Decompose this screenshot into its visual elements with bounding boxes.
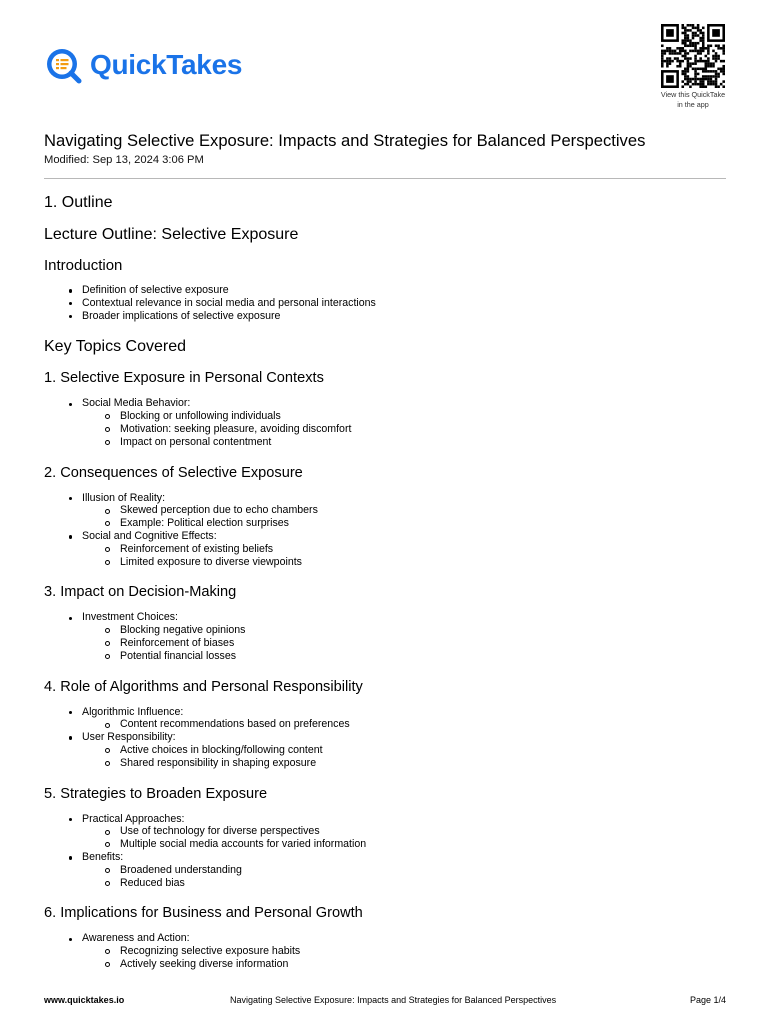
qr-code-icon <box>659 24 727 88</box>
sub-list-item: Blocking negative opinions <box>82 624 734 637</box>
list-item <box>44 813 734 851</box>
sub-list <box>82 543 734 569</box>
list-item: Contextual relevance in social media and personal interactions <box>44 297 734 310</box>
section-list <box>44 611 734 662</box>
page-footer <box>44 994 726 1008</box>
qr-code[interactable] <box>659 24 727 88</box>
intro-heading: Introduction <box>44 257 123 274</box>
section-list <box>44 932 734 970</box>
sub-list <box>82 825 734 851</box>
group-label: Social Media Behavior: <box>82 397 191 410</box>
sub-list <box>82 504 734 530</box>
section-list <box>44 397 734 448</box>
list-item: Broader implications of selective exposure <box>44 310 734 323</box>
page-number: Page 1/4 <box>689 995 726 1005</box>
intro-list <box>44 284 734 322</box>
qr-caption-line1: View this QuickTake <box>660 90 726 99</box>
document-title: Navigating Selective Exposure: Impacts and Strategies for Balanced Perspectives <box>44 131 646 150</box>
section-heading: 2. Consequences of Selective Exposure <box>44 464 303 481</box>
group-label: Practical Approaches: <box>82 812 185 825</box>
group-label: Social and Cognitive Effects: <box>82 529 217 542</box>
group-label: Awareness and Action: <box>82 932 190 945</box>
outline-heading: 1. Outline <box>44 194 113 211</box>
sub-list-item: Limited exposure to diverse viewpoints <box>82 556 734 569</box>
sub-list-item: Skewed perception due to echo chambers <box>82 504 734 517</box>
group-label: Benefits: <box>82 850 124 863</box>
list-item <box>44 706 734 732</box>
sub-list-item: Impact on personal contentment <box>82 436 734 449</box>
list-item <box>44 530 734 568</box>
sub-list-item: Recognizing selective exposure habits <box>82 945 734 958</box>
list-item <box>44 851 734 889</box>
sub-list-item: Use of technology for diverse perspectives <box>82 825 734 838</box>
sub-list-item: Broadened understanding <box>82 864 734 877</box>
sub-list-item: Reinforcement of existing beliefs <box>82 543 734 556</box>
sub-list <box>82 718 734 731</box>
sub-list-item: Actively seeking diverse information <box>82 958 734 971</box>
sub-list <box>82 864 734 890</box>
list-item <box>44 611 734 662</box>
sub-list-item: Content recommendations based on preferences <box>82 718 734 731</box>
sub-list <box>82 744 734 770</box>
quicktakes-logo[interactable] <box>44 46 242 84</box>
header-divider <box>44 178 726 179</box>
key-topics-heading: Key Topics Covered <box>44 338 186 356</box>
qr-caption <box>648 90 738 110</box>
sub-list-item: Motivation: seeking pleasure, avoiding discomfort <box>82 423 734 436</box>
list-item <box>44 731 734 769</box>
sub-list-item: Shared responsibility in shaping exposure <box>82 757 734 770</box>
qr-caption-line2: in the app <box>677 100 709 109</box>
modified-date: Modified: Sep 13, 2024 3:06 PM <box>44 154 204 166</box>
section-heading: 1. Selective Exposure in Personal Contexts <box>44 370 324 387</box>
sub-list-item: Reinforcement of biases <box>82 637 734 650</box>
group-label: Algorithmic Influence: <box>82 705 184 718</box>
section-heading: 3. Impact on Decision-Making <box>44 584 237 601</box>
sub-list-item: Potential financial losses <box>82 650 734 663</box>
magnifier-with-lines-icon <box>44 46 82 84</box>
sub-list-item: Example: Political election surprises <box>82 517 734 530</box>
sub-list-item: Active choices in blocking/following content <box>82 744 734 757</box>
document-content <box>44 190 734 971</box>
sub-list-item: Blocking or unfollowing individuals <box>82 410 734 423</box>
list-item <box>44 932 734 970</box>
sub-list-item: Multiple social media accounts for varied information <box>82 838 734 851</box>
list-item <box>44 492 734 530</box>
group-label: Illusion of Reality: <box>82 491 166 504</box>
section-heading: 4. Role of Algorithms and Personal Responsibility <box>44 678 363 695</box>
section-list <box>44 706 734 770</box>
list-item <box>44 397 734 448</box>
section-list <box>44 492 734 569</box>
sub-list-item: Reduced bias <box>82 877 734 890</box>
list-item: Definition of selective exposure <box>44 284 734 297</box>
sub-list <box>82 410 734 448</box>
group-label: User Responsibility: <box>82 731 176 744</box>
section-heading: 5. Strategies to Broaden Exposure <box>44 785 268 802</box>
footer-title: Navigating Selective Exposure: Impacts and Strategies for Balanced Perspectives <box>230 995 557 1005</box>
sub-list <box>82 945 734 971</box>
sub-list <box>82 624 734 662</box>
section-list <box>44 813 734 890</box>
group-label: Investment Choices: <box>82 611 178 624</box>
brand-name: QuickTakes <box>90 49 243 80</box>
lecture-heading: Lecture Outline: Selective Exposure <box>44 226 299 243</box>
section-heading: 6. Implications for Business and Personal Growth <box>44 905 363 922</box>
page-header <box>0 0 768 166</box>
website-link[interactable]: www.quicktakes.io <box>44 995 125 1005</box>
